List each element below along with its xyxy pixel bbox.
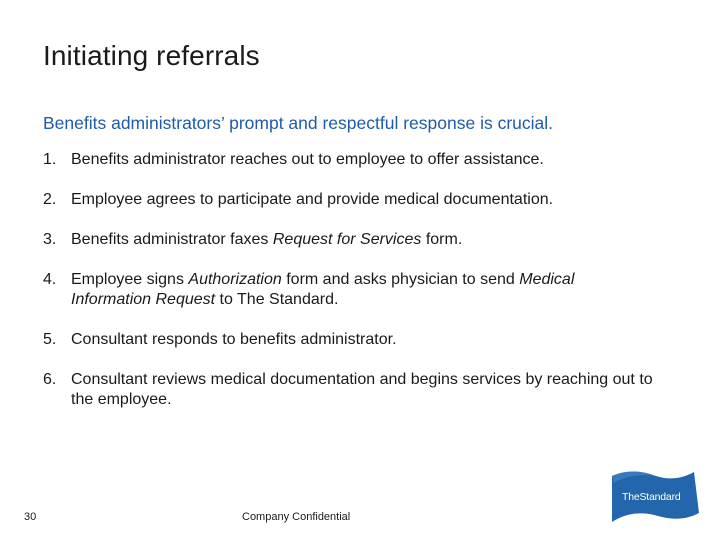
page-number: 30 bbox=[24, 511, 37, 523]
step-item bbox=[43, 270, 653, 310]
slide-title: Initiating referrals bbox=[43, 40, 260, 71]
step-text: Benefits administrator faxes Request for Services form. bbox=[71, 231, 463, 248]
slide-subtitle: Benefits administrators’ prompt and respectful response is crucial. bbox=[43, 113, 553, 133]
step-item bbox=[43, 330, 653, 350]
step-text: Consultant responds to benefits administrator. bbox=[71, 331, 397, 348]
step-number: 6. bbox=[43, 371, 57, 388]
step-number: 5. bbox=[43, 331, 57, 348]
step-text: Employee agrees to participate and provide medical documentation. bbox=[71, 191, 554, 208]
logo-text: TheStandard bbox=[622, 491, 681, 503]
step-item bbox=[43, 190, 653, 210]
step-text: Consultant reviews medical documentation and begins services by reaching out to the employee. bbox=[71, 371, 653, 408]
the-standard-logo-icon bbox=[608, 467, 702, 530]
step-number: 3. bbox=[43, 231, 57, 248]
form-name: Medical Information Request bbox=[71, 271, 575, 308]
step-item bbox=[43, 230, 653, 250]
step-item bbox=[43, 150, 653, 170]
step-text: Employee signs Authorization form and asks physician to send Medical Information Request to The Standard. bbox=[71, 271, 575, 308]
confidential-notice: Company Confidential bbox=[242, 511, 351, 523]
step-item bbox=[43, 370, 653, 410]
step-text: Benefits administrator reaches out to employee to offer assistance. bbox=[71, 151, 544, 168]
step-number: 4. bbox=[43, 271, 57, 288]
steps-list bbox=[43, 150, 653, 430]
step-number: 1. bbox=[43, 151, 57, 168]
form-name: Request for Services bbox=[272, 231, 422, 248]
step-number: 2. bbox=[43, 191, 57, 208]
form-name: Authorization bbox=[188, 271, 282, 288]
